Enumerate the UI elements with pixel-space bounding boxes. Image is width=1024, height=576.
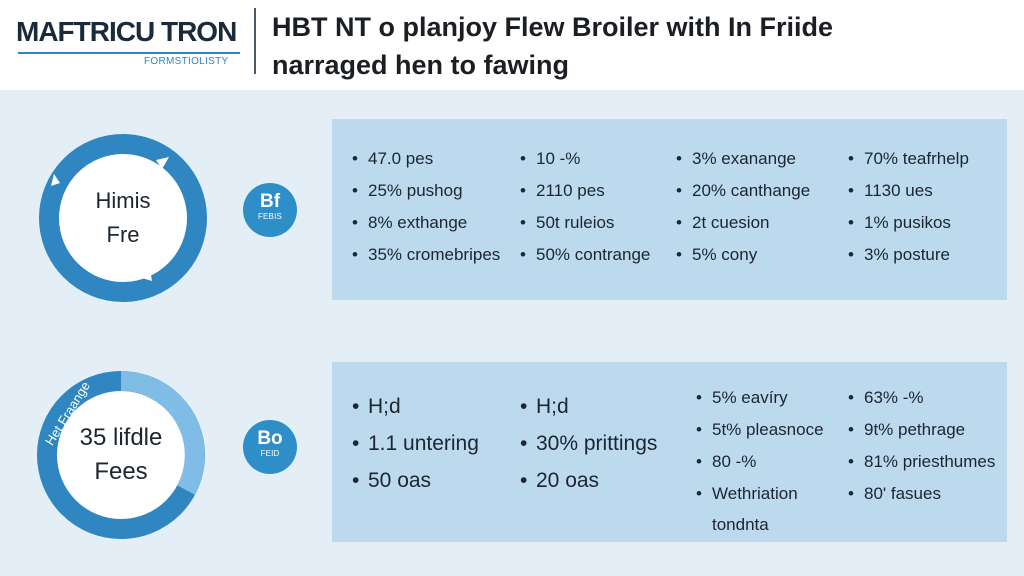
header bbox=[0, 0, 1024, 88]
stat-item: • 47.0 pes bbox=[352, 149, 434, 168]
stat-item: • 1130 ues bbox=[848, 181, 933, 200]
stat-item: • 8% exthange bbox=[352, 213, 468, 232]
stats-column bbox=[696, 382, 824, 540]
stats-column bbox=[520, 388, 657, 499]
page-title bbox=[272, 8, 1012, 84]
stat-item: • 30% prittings bbox=[520, 432, 658, 455]
stat-item: • 20 oas bbox=[520, 469, 600, 492]
stats-column bbox=[848, 143, 969, 271]
badge-1-main: Bf bbox=[259, 191, 281, 212]
ring-2-label-line-1: 35 lifdle bbox=[79, 424, 163, 451]
stats-column bbox=[352, 388, 479, 499]
ring-1-label bbox=[38, 133, 208, 303]
stat-item: • 63% -% bbox=[848, 388, 924, 407]
stat-item: • 5% eavíry bbox=[696, 388, 788, 407]
stat-item: • 2110 pes bbox=[520, 181, 605, 200]
ring-chart-1 bbox=[38, 133, 208, 303]
stat-item: • 9t% pethrage bbox=[848, 420, 966, 439]
stat-item: • 81% priesthumes bbox=[848, 452, 996, 471]
stat-item: • H;d bbox=[520, 395, 569, 418]
badge-2-main: Bo bbox=[257, 428, 283, 449]
badge-2-sub: FEID bbox=[260, 449, 280, 458]
stat-item: tondnta bbox=[712, 515, 769, 534]
section-1-badge bbox=[243, 183, 297, 237]
stat-item: • 35% cromebripes bbox=[352, 245, 501, 264]
ring-2-label-line-2: Fees bbox=[94, 458, 148, 485]
title-line-2: narraged hen to fawing bbox=[272, 50, 570, 80]
title-line-1: HBT NT o planjoy Flew Broiler with In Friide bbox=[272, 12, 834, 42]
stat-item: • 50t ruleios bbox=[520, 213, 615, 232]
stat-item: • 1% pusikos bbox=[848, 213, 951, 232]
logo-underline bbox=[18, 52, 240, 54]
stat-item: • 3% exanange bbox=[676, 149, 796, 168]
stats-box-1 bbox=[332, 119, 1007, 300]
ring-2-label bbox=[36, 370, 206, 540]
stat-item: • 80' fasues bbox=[848, 484, 941, 503]
stat-item: • 50% contrange bbox=[520, 245, 651, 264]
stat-item: • 5t% pleasnoce bbox=[696, 420, 824, 439]
stat-item: • Wethriation bbox=[696, 484, 798, 503]
stat-item: • 5% cony bbox=[676, 245, 758, 264]
ring-1-label-line-2: Fre bbox=[106, 222, 140, 247]
logo-text: MAFTRICU TRON bbox=[16, 16, 237, 47]
badge-1-sub: FEBIS bbox=[257, 212, 283, 221]
stat-item: • 3% posture bbox=[848, 245, 950, 264]
ring-chart-2 bbox=[36, 370, 206, 540]
stat-item: • 25% pushog bbox=[352, 181, 463, 200]
stat-item: • 50 oas bbox=[352, 469, 432, 492]
logo-subtitle: FORMSTIOLISTY bbox=[144, 56, 229, 67]
stats-column bbox=[848, 382, 995, 510]
section-2-badge bbox=[243, 420, 297, 474]
stat-item: • 20% canthange bbox=[676, 181, 811, 200]
stat-item: • 80 -% bbox=[696, 452, 757, 471]
ring-2-arc-label: Het Fraange bbox=[42, 378, 94, 448]
stat-item: • H;d bbox=[352, 395, 401, 418]
stat-item: • 10 -% bbox=[520, 149, 581, 168]
stats-column bbox=[520, 143, 650, 271]
stats-box-2 bbox=[332, 362, 1007, 542]
stat-item: • 2t cuesion bbox=[676, 213, 770, 232]
header-divider bbox=[254, 8, 256, 74]
stats-column bbox=[676, 143, 810, 271]
ring-1-label-line-1: Himis bbox=[95, 188, 151, 213]
stat-item: • 1.1 untering bbox=[352, 432, 479, 455]
stat-item: • 70% teafrhelp bbox=[848, 149, 969, 168]
stats-column bbox=[352, 143, 500, 271]
logo bbox=[14, 16, 240, 66]
